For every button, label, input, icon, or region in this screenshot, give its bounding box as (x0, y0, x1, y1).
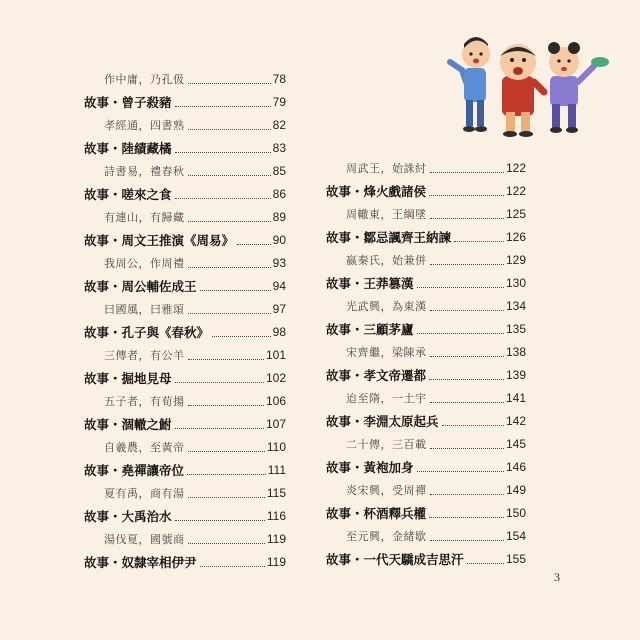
child-right-figure (548, 42, 609, 133)
toc-entry-verse[interactable] (326, 341, 526, 364)
toc-dot-leader (175, 197, 271, 199)
toc-dot-leader (430, 401, 504, 403)
toc-entry-title: 故事・大禹治水 (84, 509, 172, 524)
toc-entry-page: 94 (272, 279, 286, 293)
toc-dot-leader (187, 473, 266, 475)
toc-entry-title: 故事・一代天驕成吉思汗 (326, 552, 464, 567)
toc-entry-verse[interactable] (84, 344, 286, 367)
child-left-figure (450, 37, 490, 132)
toc-entry-title: 故事・涸轍之鮒 (84, 417, 172, 432)
toc-entry-story[interactable] (326, 318, 526, 341)
toc-entry-verse[interactable] (326, 295, 526, 318)
toc-dot-leader (188, 450, 265, 452)
toc-dot-leader (188, 220, 271, 222)
toc-entry-page: 150 (505, 506, 526, 520)
toc-entry-page: 78 (272, 72, 286, 86)
toc-dot-leader (430, 447, 504, 449)
toc-entry-page: 119 (266, 555, 286, 569)
toc-entry-page: 86 (272, 187, 286, 201)
toc-entry-page: 146 (505, 460, 526, 474)
toc-dot-leader (429, 516, 504, 518)
toc-entry-page: 106 (265, 394, 286, 408)
toc-entry-page: 82 (272, 118, 286, 132)
toc-dot-leader (175, 381, 264, 383)
toc-entry-page: 89 (272, 210, 286, 224)
toc-entry-story[interactable] (84, 229, 286, 252)
toc-dot-leader (430, 217, 504, 219)
toc-dot-leader (175, 519, 265, 521)
toc-dot-leader (200, 565, 265, 567)
toc-entry-title: 湯伐夏，國號商 (104, 533, 185, 546)
toc-entry-title: 故事・周公輔佐成王 (84, 279, 197, 294)
toc-entry-verse[interactable] (326, 157, 526, 180)
toc-left-column (84, 68, 286, 574)
toc-entry-story[interactable] (84, 91, 286, 114)
toc-dot-leader (467, 562, 504, 564)
toc-entry-page: 145 (505, 437, 526, 451)
toc-entry-page: 98 (272, 325, 286, 339)
toc-dot-leader (417, 470, 504, 472)
toc-entry-page: 110 (266, 440, 286, 454)
toc-entry-verse[interactable] (84, 68, 286, 91)
toc-entry-title: 故事・周文王推演《周易》 (84, 233, 235, 248)
toc-entry-story[interactable] (326, 180, 526, 203)
toc-entry-title: 宋齊繼，梁陳承 (346, 346, 427, 359)
toc-entry-page: 79 (272, 95, 286, 109)
toc-entry-page: 116 (266, 509, 286, 523)
toc-entry-title: 自羲農，至黃帝 (104, 441, 185, 454)
toc-entry-title: 故事・李淵太原起兵 (326, 414, 439, 429)
toc-entry-page: 101 (265, 348, 286, 362)
toc-entry-verse[interactable] (326, 433, 526, 456)
toc-dot-leader (200, 289, 271, 291)
toc-entry-title: 我周公，作周禮 (104, 257, 185, 270)
toc-entry-story[interactable] (84, 321, 286, 344)
toc-entry-title: 故事・奴隸宰相伊尹 (84, 555, 197, 570)
toc-entry-title: 詩書易，禮春秋 (104, 165, 185, 178)
toc-entry-title: 故事・黃袍加身 (326, 460, 414, 475)
toc-entry-story[interactable] (84, 183, 286, 206)
toc-entry-page: 141 (505, 391, 526, 405)
toc-entry-page: 125 (505, 207, 526, 221)
toc-entry-page: 129 (505, 253, 526, 267)
toc-dot-leader (430, 539, 504, 541)
toc-entry-title: 故事・烽火戲諸侯 (326, 184, 427, 199)
toc-entry-story[interactable] (326, 364, 526, 387)
toc-entry-title: 作中庸，乃孔伋 (104, 73, 185, 86)
toc-dot-leader (188, 358, 264, 360)
toc-dot-leader (430, 493, 504, 495)
toc-dot-leader (188, 82, 271, 84)
toc-entry-title: 有連山，有歸藏 (104, 211, 185, 224)
toc-entry-page: 138 (505, 345, 526, 359)
toc-dot-leader (417, 286, 504, 288)
toc-entry-title: 周轍東，王綱墜 (346, 208, 427, 221)
toc-entry-story[interactable] (326, 502, 526, 525)
toc-entry-story[interactable] (326, 456, 526, 479)
toc-entry-verse[interactable] (84, 114, 286, 137)
toc-entry-title: 光武興，為東漢 (346, 300, 427, 313)
toc-dot-leader (175, 427, 264, 429)
toc-entry-page: 90 (272, 233, 286, 247)
toc-entry-title: 故事・孔子與《春秋》 (84, 325, 210, 340)
toc-entry-title: 故事・曾子殺豬 (84, 95, 172, 110)
toc-entry-story[interactable] (326, 548, 526, 571)
toc-dot-leader (429, 194, 504, 196)
toc-entry-page: 154 (505, 529, 526, 543)
toc-dot-leader (175, 105, 271, 107)
toc-entry-page: 139 (505, 368, 526, 382)
toc-dot-leader (429, 378, 504, 380)
toc-dot-leader (237, 243, 271, 245)
toc-entry-story[interactable] (84, 459, 286, 482)
toc-entry-page: 83 (272, 141, 286, 155)
toc-entry-verse[interactable] (84, 436, 286, 459)
toc-entry-title: 五子者，有荀揚 (104, 395, 185, 408)
toc-entry-title: 周武王，始誅紂 (346, 162, 427, 175)
toc-entry-title: 故事・三顧茅廬 (326, 322, 414, 337)
toc-dot-leader (454, 240, 504, 242)
toc-entry-title: 至元興，金緒歇 (346, 530, 427, 543)
toc-entry-verse[interactable] (84, 528, 286, 551)
toc-entry-verse[interactable] (326, 525, 526, 548)
toc-dot-leader (430, 171, 504, 173)
toc-entry-title: 故事・鄒忌諷齊王納諫 (326, 230, 452, 245)
toc-dot-leader (430, 355, 504, 357)
toc-dot-leader (188, 542, 265, 544)
toc-entry-verse[interactable] (326, 203, 526, 226)
toc-entry-verse[interactable] (326, 479, 526, 502)
toc-entry-title: 故事・掘地見母 (84, 371, 172, 386)
toc-entry-title: 曰國風，曰雅頌 (104, 303, 185, 316)
toc-entry-page: 97 (272, 302, 286, 316)
toc-right-column (326, 157, 526, 571)
toc-entry-page: 107 (265, 417, 286, 431)
page-number: 3 (554, 570, 560, 584)
toc-entry-story[interactable] (84, 551, 286, 574)
toc-entry-verse[interactable] (84, 160, 286, 183)
toc-dot-leader (188, 128, 271, 130)
toc-entry-story[interactable] (84, 505, 286, 528)
toc-entry-title: 故事・杯酒釋兵權 (326, 506, 427, 521)
toc-dot-leader (188, 404, 264, 406)
toc-entry-story[interactable] (84, 367, 286, 390)
toc-entry-story[interactable] (326, 272, 526, 295)
toc-entry-page: 122 (505, 184, 526, 198)
toc-dot-leader (442, 424, 504, 426)
toc-entry-page: 122 (505, 161, 526, 175)
toc-entry-verse[interactable] (84, 206, 286, 229)
toc-entry-page: 93 (272, 256, 286, 270)
toc-dot-leader (188, 496, 265, 498)
toc-entry-verse[interactable] (84, 252, 286, 275)
toc-entry-title: 孝經通，四書熟 (104, 119, 185, 132)
toc-dot-leader (417, 332, 504, 334)
toc-dot-leader (212, 335, 271, 337)
toc-dot-leader (430, 263, 504, 265)
toc-dot-leader (188, 312, 271, 314)
toc-entry-page: 142 (505, 414, 526, 428)
toc-entry-verse[interactable] (326, 249, 526, 272)
toc-entry-title: 故事・孝文帝遷都 (326, 368, 427, 383)
toc-entry-page: 155 (505, 552, 526, 566)
three-children-illustration (444, 26, 616, 144)
toc-entry-title: 三傳者，有公羊 (104, 349, 185, 362)
toc-entry-story[interactable] (84, 137, 286, 160)
toc-entry-verse[interactable] (84, 298, 286, 321)
toc-entry-title: 嬴秦氏，始兼併 (346, 254, 427, 267)
toc-entry-page: 126 (505, 230, 526, 244)
toc-dot-leader (175, 151, 271, 153)
toc-entry-title: 二十傳，三百載 (346, 438, 427, 451)
toc-entry-title: 故事・嗟來之食 (84, 187, 172, 202)
toc-entry-story[interactable] (326, 410, 526, 433)
toc-entry-title: 故事・陸績藏橘 (84, 141, 172, 156)
toc-entry-page: 111 (267, 463, 286, 477)
toc-entry-page: 102 (265, 371, 286, 385)
toc-entry-verse[interactable] (84, 390, 286, 413)
toc-entry-page: 115 (266, 486, 286, 500)
toc-dot-leader (188, 174, 271, 176)
toc-dot-leader (430, 309, 504, 311)
toc-entry-title: 炎宋興，受周禪 (346, 484, 427, 497)
toc-entry-page: 134 (505, 299, 526, 313)
child-middle-figure (500, 44, 544, 137)
toc-entry-title: 迨至隋，一土宇 (346, 392, 427, 405)
toc-dot-leader (188, 266, 271, 268)
toc-entry-story[interactable] (326, 226, 526, 249)
toc-entry-story[interactable] (84, 275, 286, 298)
toc-entry-verse[interactable] (84, 482, 286, 505)
toc-entry-title: 故事・王莽篡漢 (326, 276, 414, 291)
toc-entry-title: 故事・堯禪讓帝位 (84, 463, 185, 478)
toc-entry-story[interactable] (84, 413, 286, 436)
toc-entry-verse[interactable] (326, 387, 526, 410)
toc-entry-page: 149 (505, 483, 526, 497)
toc-entry-page: 119 (266, 532, 286, 546)
toc-entry-page: 130 (505, 276, 526, 290)
toc-entry-page: 85 (272, 164, 286, 178)
toc-entry-title: 夏有禹，商有湯 (104, 487, 185, 500)
toc-entry-page: 135 (505, 322, 526, 336)
